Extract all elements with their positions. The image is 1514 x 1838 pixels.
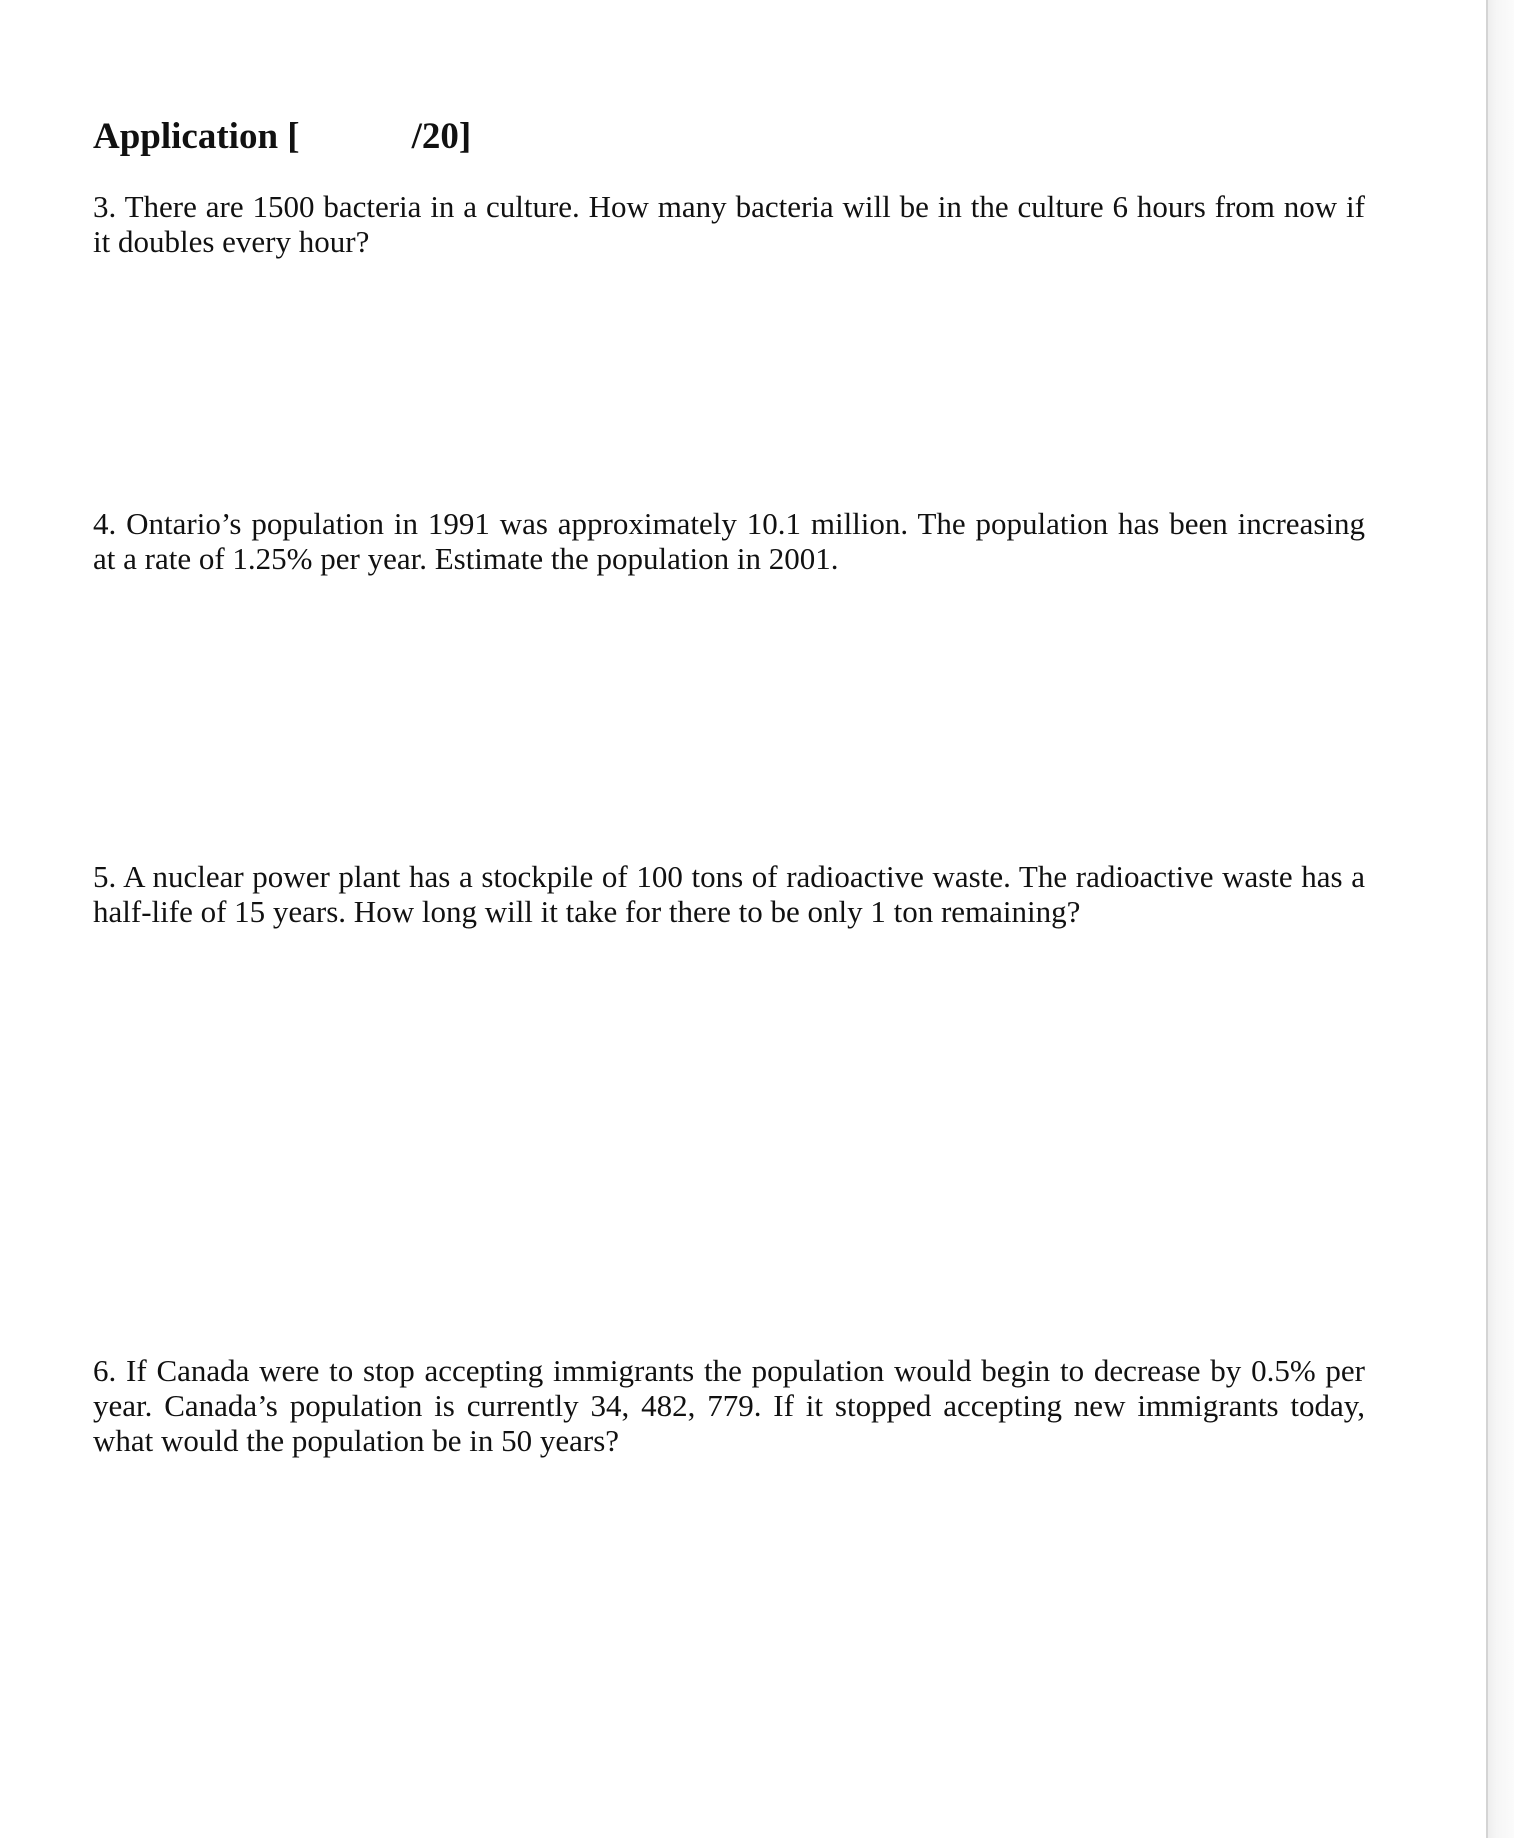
section-total-marks: /20] xyxy=(411,116,472,157)
question-3: 3. There are 1500 bacteria in a culture. How many bacteria will be in the culture 6 hours from now if it doubles every hour? xyxy=(93,189,1365,259)
question-4: 4. Ontario’s population in 1991 was approximately 10.1 million. The population has been increasing at a rate of 1.25% per year. Estimate the population in 2001. xyxy=(93,506,1365,576)
section-title: Application [ xyxy=(93,116,300,157)
question-5: 5. A nuclear power plant has a stockpile of 100 tons of radioactive waste. The radioactive waste has a half-life of 15 years. How long will it take for there to be only 1 ton remaining? xyxy=(93,859,1365,929)
question-6: 6. If Canada were to stop accepting immigrants the population would begin to decrease by 0.5% per year. Canada’s population is currently 34, 482, 779. If it stopped accepting new immigrants today, what would the population be in 50 years? xyxy=(93,1353,1365,1458)
section-heading xyxy=(93,113,471,161)
page-edge-shadow xyxy=(1486,0,1514,1838)
